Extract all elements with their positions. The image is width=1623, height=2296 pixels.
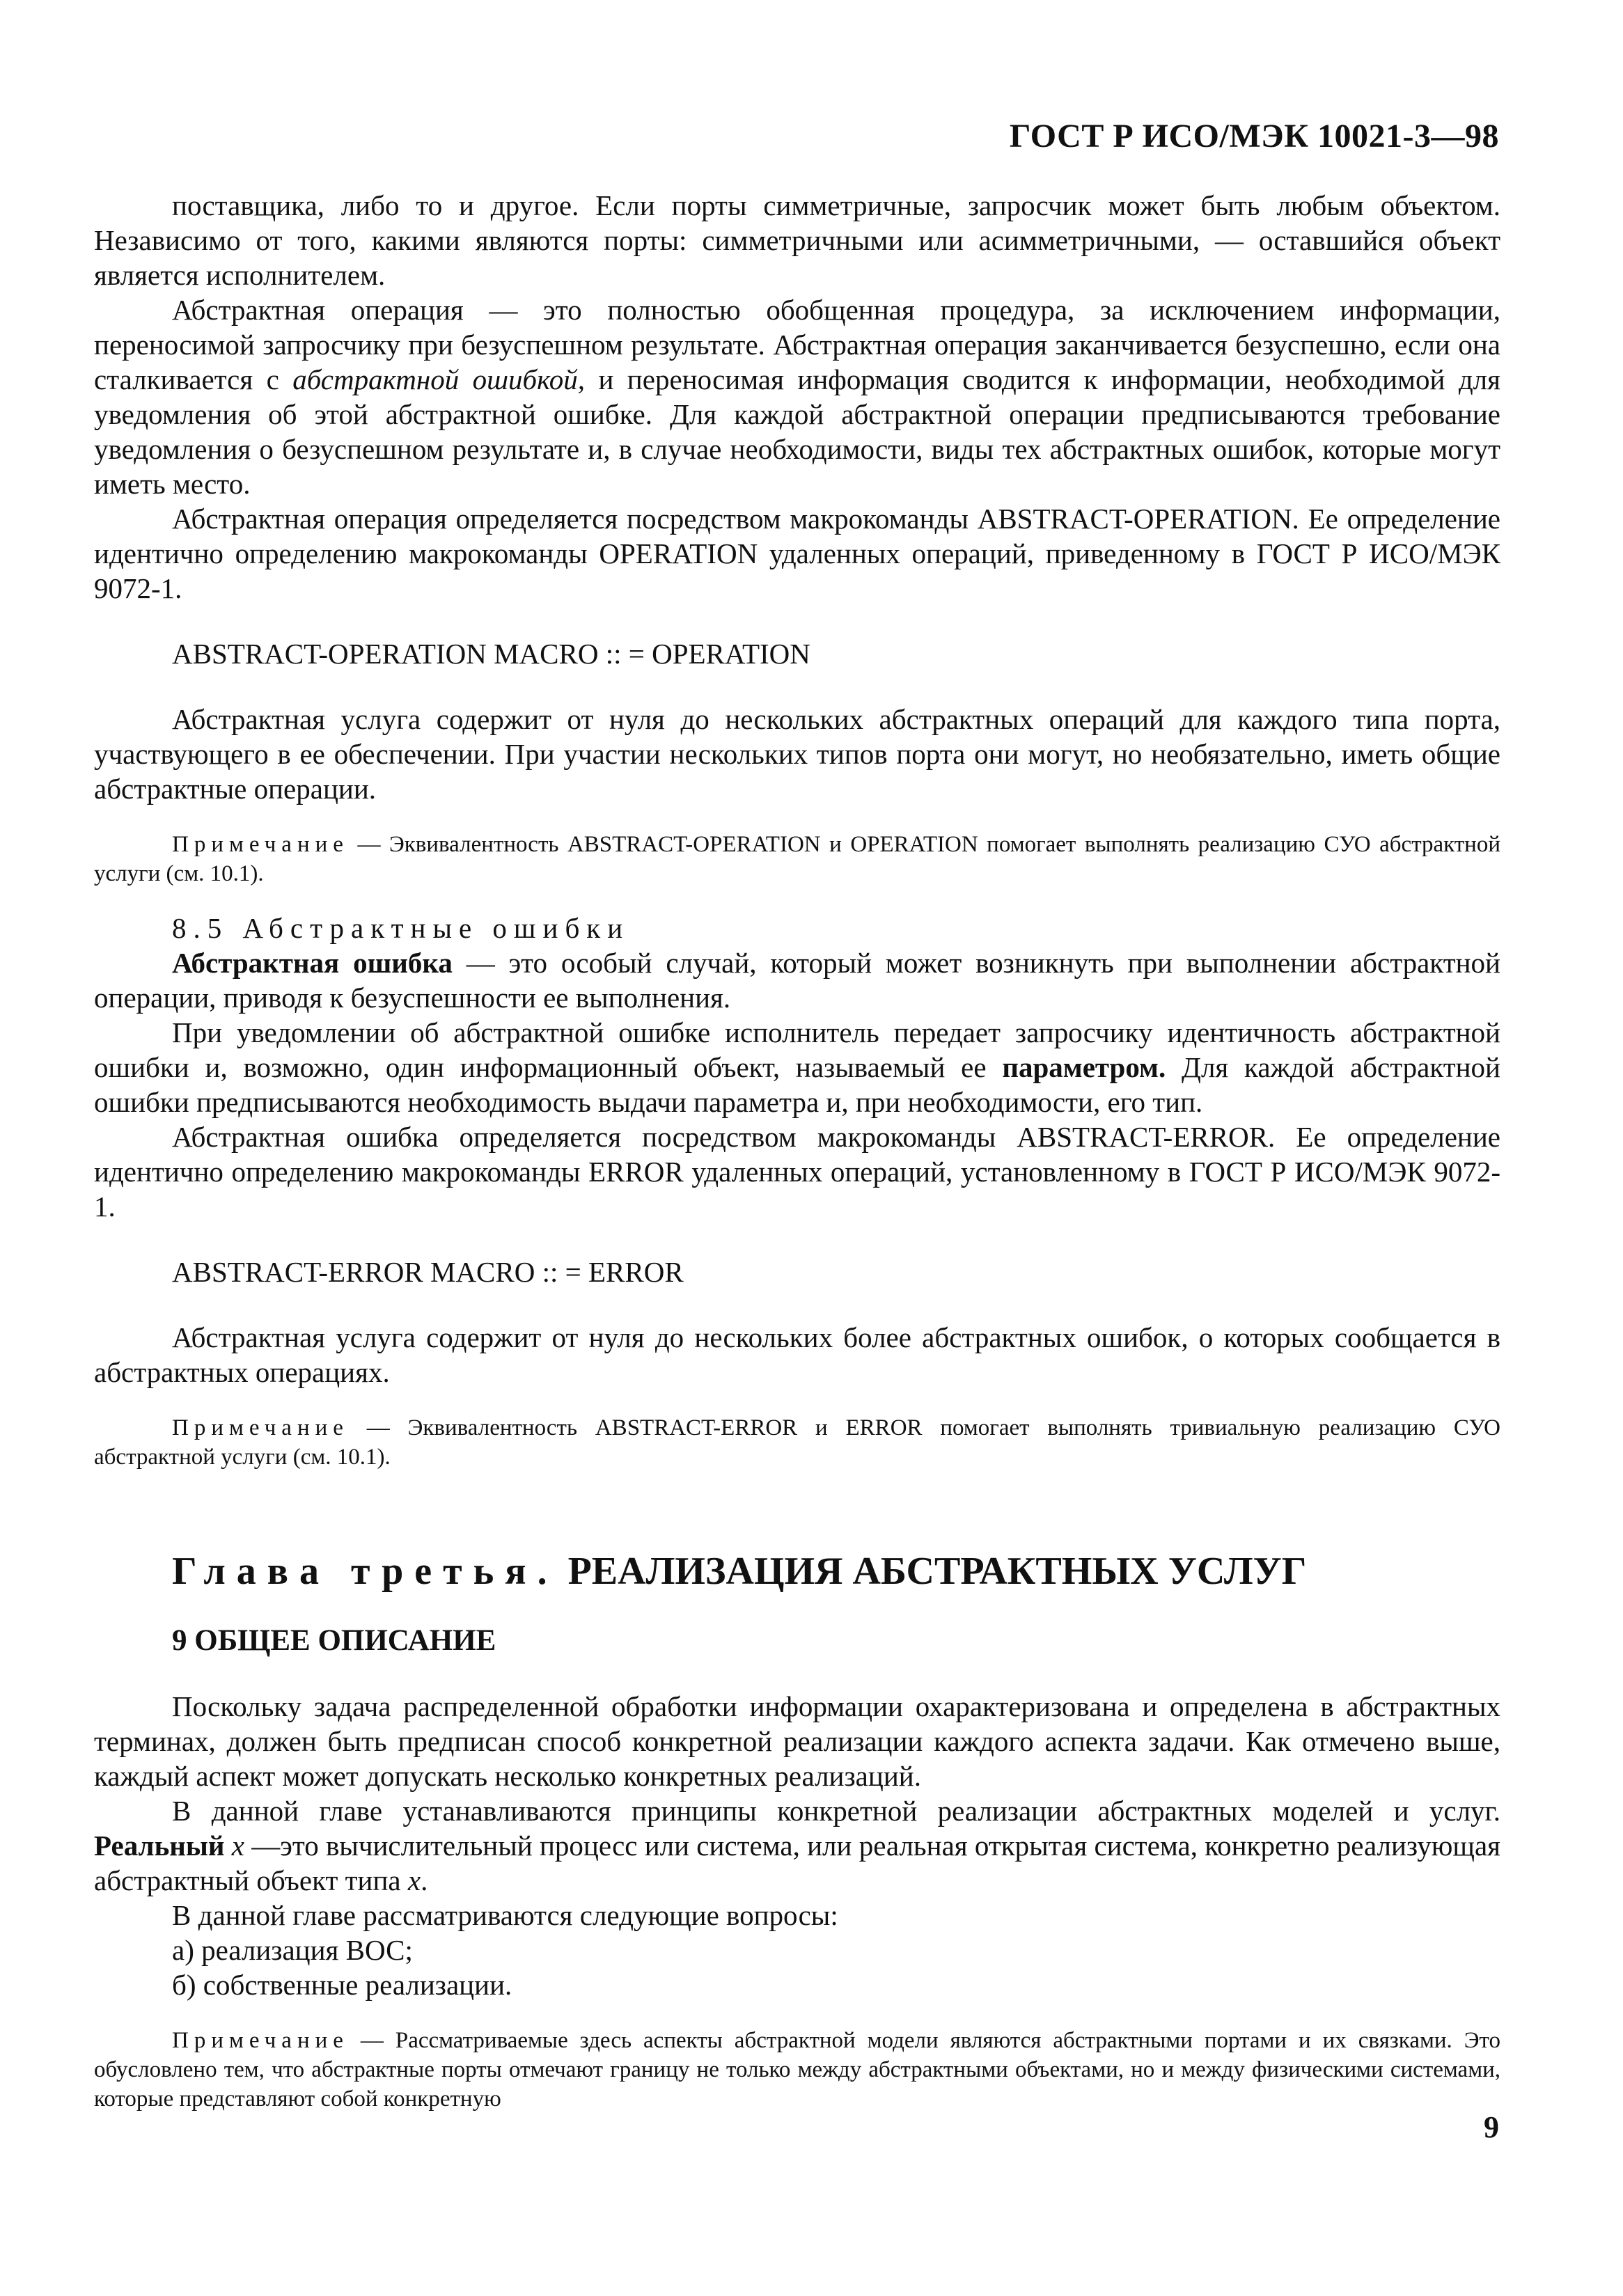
list-item: а) реализация ВОС;: [172, 1934, 413, 1966]
note-label: Примечание: [172, 832, 349, 857]
text-run: Для каждой абстрактной ошибки предписываются необходимость выдачи параметра и, при необходимости, его тип.: [94, 1051, 1500, 1118]
note-operation: [94, 830, 1500, 888]
note-label: Примечание: [172, 1415, 349, 1440]
note-text: — Эквивалентность ABSTRACT-ERROR и ERROR помогает выполнять тривиальную реализацию СУО абстрактной услуги (см. 10.1).: [94, 1415, 1500, 1470]
text-run: .: [421, 1864, 428, 1896]
bold-term: Абстрактная ошибка: [172, 947, 453, 979]
chapter-label: Глава третья.: [172, 1550, 558, 1593]
list-item: б) собственные реализации.: [172, 1969, 512, 2001]
paragraph-error-notification: [94, 1015, 1500, 1119]
chapter-title: РЕАЛИЗАЦИЯ АБСТРАКТНЫХ УСЛУГ: [558, 1550, 1307, 1593]
note-error: [94, 1413, 1500, 1472]
chapter-heading: [94, 1547, 1500, 1596]
paragraph-ports: поставщика, либо то и другое. Если порты симметричные, запросчик может быть любым объектом. Независимо от того, какими являются порты: симметричными или асимметричными, — оставшийся объект является исполнителем.: [94, 189, 1500, 291]
note-abstract-ports: [94, 2026, 1500, 2114]
text-run: При уведомлении об абстрактной ошибке исполнитель передает запросчику идентичность абстрактной ошибки и, возможно, один информационный объект, называемый ее: [94, 1016, 1500, 1083]
italic-variable: x: [224, 1830, 244, 1862]
note-text: — Рассматриваемые здесь аспекты абстрактной модели являются абстрактными портами и их связками. Это обусловлено тем, что абстрактные порты отмечают границу не только между абстрактными объектами, но и между физическими системами, которые представляют собой конкретную: [94, 2028, 1500, 2112]
italic-variable: x: [407, 1864, 421, 1896]
text-run: Абстрактная операция — это полностью обобщенная процедура, за исключением информации, переносимой запросчику при безуспешном результате. Абстрактная операция заканчивается безуспешно, если она сталкивается с: [94, 294, 1500, 395]
paragraph-general: Поскольку задача распределенной обработки информации охарактеризована и определена в абстрактных терминах, должен быть предписан способ конкретной реализации каждого аспекта задачи. Как отмечено выше, каждый аспект может допускать несколько конкретных реализаций.: [94, 1690, 1500, 1792]
text-run: —это вычислительный процесс или система, или реальная открытая система, конкретно реализующая абстрактный объект типа: [94, 1830, 1501, 1896]
text-run: и переносимая информация сводится к информации, необходимой для уведомления об этой абстрактной ошибке. Для каждой абстрактной операции предписываются требование уведомления о безуспешном результате и, в случае необходимости, виды тех абстрактных ошибок, которые могут иметь место.: [94, 363, 1500, 500]
paragraph-abstract-operation: [94, 292, 1500, 501]
paragraph-questions: В данной главе рассматриваются следующие вопросы:: [172, 1899, 838, 1931]
formula-abstract-operation: ABSTRACT-OPERATION MACRO :: = OPERATION: [172, 638, 810, 670]
note-text: — Эквивалентность ABSTRACT-OPERATION и OPERATION помогает выполнять реализацию СУО абстрактной услуги (см. 10.1).: [94, 832, 1500, 886]
paragraph-error-macro: Абстрактная ошибка определяется посредством макрокоманды ABSTRACT-ERROR. Ее определение идентично определению макрокоманды ERROR удаленных операций, установленному в ГОСТ Р ИСО/МЭК 9072-1.: [94, 1121, 1500, 1222]
section-heading-8-5: 8.5 Абстрактные ошибки: [172, 912, 630, 944]
bold-term: параметром.: [1002, 1051, 1166, 1083]
paragraph-abstract-service: Абстрактная услуга содержит от нуля до нескольких абстрактных операций для каждого типа порта, участвующего в ее обеспечении. При участии нескольких типов порта они могут, но необязательно, иметь общие абстрактные операции.: [94, 703, 1500, 805]
bold-term: Реальный: [94, 1830, 225, 1862]
page-body: [94, 188, 1500, 2114]
italic-term: абстрактной ошибкой,: [292, 363, 586, 395]
formula-abstract-error: ABSTRACT-ERROR MACRO :: = ERROR: [172, 1256, 684, 1288]
text-run: — это особый случай, который может возникнуть при выполнении абстрактной операции, приводя к безуспешности ее выполнения.: [94, 947, 1500, 1014]
paragraph-abstract-error-def: [94, 945, 1500, 1015]
paragraph-error-service: Абстрактная услуга содержит от нуля до нескольких более абстрактных ошибок, о которых сообщается в абстрактных операциях.: [94, 1321, 1500, 1388]
document-header: ГОСТ Р ИСО/МЭК 10021-3—98: [1009, 118, 1499, 155]
note-label: Примечание: [172, 2028, 349, 2053]
text-run: В данной главе устанавливаются принципы конкретной реализации абстрактных моделей и услуг.: [172, 1795, 1500, 1827]
paragraph-real-x: [94, 1793, 1500, 1898]
page-number: 9: [1484, 2110, 1499, 2144]
section-heading-9: 9 ОБЩЕЕ ОПИСАНИЕ: [172, 1624, 496, 1657]
paragraph-operation-macro: Абстрактная операция определяется посредством макрокоманды ABSTRACT-OPERATION. Ее определение идентично определению макрокоманды OPERATION удаленных операций, приведенному в ГОСТ Р ИСО/МЭК 9072-1.: [94, 503, 1500, 604]
